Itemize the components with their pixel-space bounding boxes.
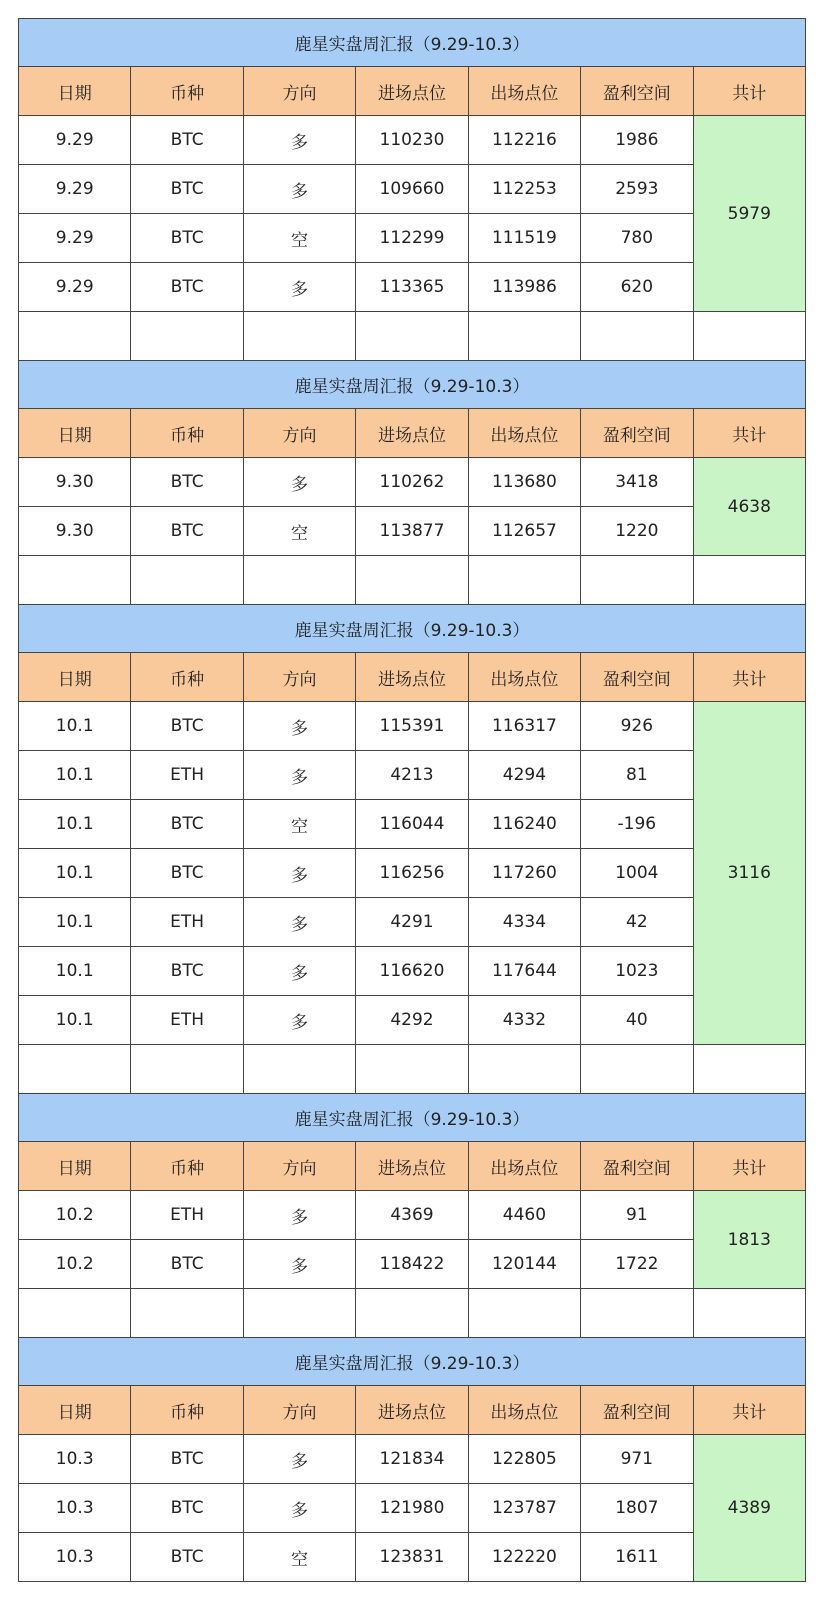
- cell-entry: 110230: [356, 116, 468, 165]
- table-row: [19, 849, 806, 898]
- report-section-table: [18, 360, 806, 605]
- empty-cell: [131, 1289, 243, 1338]
- empty-cell: [356, 556, 468, 605]
- table-row: [19, 898, 806, 947]
- cell-date: 9.29: [19, 263, 131, 312]
- column-header: 共计: [693, 409, 805, 458]
- cell-date: 10.1: [19, 898, 131, 947]
- column-header: 日期: [19, 67, 131, 116]
- cell-dir: 多: [243, 116, 355, 165]
- empty-cell: [693, 1045, 805, 1094]
- cell-dir: 空: [243, 214, 355, 263]
- cell-date: 10.2: [19, 1240, 131, 1289]
- table-row: [19, 1240, 806, 1289]
- cell-coin: BTC: [131, 1533, 243, 1582]
- cell-entry: 123831: [356, 1533, 468, 1582]
- cell-coin: BTC: [131, 165, 243, 214]
- section-title: 鹿星实盘周汇报（9.29-10.3）: [19, 361, 806, 409]
- cell-coin: BTC: [131, 507, 243, 556]
- column-header: 币种: [131, 409, 243, 458]
- table-row: [19, 507, 806, 556]
- column-header: 日期: [19, 1386, 131, 1435]
- blank-row: [19, 556, 806, 605]
- cell-coin: ETH: [131, 751, 243, 800]
- cell-profit: 1023: [581, 947, 693, 996]
- table-row: [19, 1533, 806, 1582]
- empty-cell: [693, 312, 805, 361]
- cell-dir: 空: [243, 800, 355, 849]
- cell-profit: 926: [581, 702, 693, 751]
- cell-date: 9.29: [19, 165, 131, 214]
- cell-dir: 多: [243, 849, 355, 898]
- cell-profit: -196: [581, 800, 693, 849]
- section-title-row: [19, 1338, 806, 1386]
- column-header: 出场点位: [468, 67, 580, 116]
- cell-entry: 4213: [356, 751, 468, 800]
- cell-profit: 1722: [581, 1240, 693, 1289]
- cell-entry: 112299: [356, 214, 468, 263]
- report-section-table: [18, 1337, 806, 1582]
- section-title-row: [19, 19, 806, 67]
- cell-entry: 110262: [356, 458, 468, 507]
- column-header: 币种: [131, 1386, 243, 1435]
- cell-entry: 113365: [356, 263, 468, 312]
- cell-coin: BTC: [131, 116, 243, 165]
- empty-cell: [131, 556, 243, 605]
- cell-dir: 多: [243, 702, 355, 751]
- cell-entry: 116620: [356, 947, 468, 996]
- weekly-report: [18, 18, 806, 1582]
- cell-exit: 113680: [468, 458, 580, 507]
- report-section-table: [18, 1093, 806, 1338]
- column-header: 出场点位: [468, 409, 580, 458]
- table-row: [19, 702, 806, 751]
- column-header: 日期: [19, 1142, 131, 1191]
- cell-entry: 116256: [356, 849, 468, 898]
- cell-profit: 780: [581, 214, 693, 263]
- column-header: 盈利空间: [581, 409, 693, 458]
- column-header: 方向: [243, 1142, 355, 1191]
- empty-cell: [581, 1045, 693, 1094]
- cell-date: 10.1: [19, 751, 131, 800]
- cell-exit: 117260: [468, 849, 580, 898]
- cell-exit: 113986: [468, 263, 580, 312]
- column-header: 方向: [243, 67, 355, 116]
- cell-date: 10.1: [19, 800, 131, 849]
- cell-exit: 120144: [468, 1240, 580, 1289]
- empty-cell: [243, 1289, 355, 1338]
- cell-entry: 121834: [356, 1435, 468, 1484]
- column-header: 盈利空间: [581, 653, 693, 702]
- cell-exit: 4460: [468, 1191, 580, 1240]
- column-header: 共计: [693, 1142, 805, 1191]
- table-row: [19, 263, 806, 312]
- cell-date: 10.3: [19, 1484, 131, 1533]
- section-total: 1813: [693, 1191, 805, 1289]
- empty-cell: [131, 312, 243, 361]
- empty-cell: [356, 312, 468, 361]
- section-total: 4389: [693, 1435, 805, 1582]
- cell-date: 10.1: [19, 996, 131, 1045]
- cell-coin: BTC: [131, 458, 243, 507]
- cell-coin: BTC: [131, 702, 243, 751]
- header-row: [19, 1142, 806, 1191]
- cell-entry: 4369: [356, 1191, 468, 1240]
- cell-profit: 971: [581, 1435, 693, 1484]
- cell-exit: 4294: [468, 751, 580, 800]
- cell-exit: 116240: [468, 800, 580, 849]
- cell-coin: BTC: [131, 263, 243, 312]
- cell-exit: 111519: [468, 214, 580, 263]
- cell-profit: 1220: [581, 507, 693, 556]
- section-title-row: [19, 605, 806, 653]
- blank-row: [19, 312, 806, 361]
- empty-cell: [243, 556, 355, 605]
- column-header: 日期: [19, 653, 131, 702]
- empty-cell: [468, 312, 580, 361]
- cell-entry: 116044: [356, 800, 468, 849]
- cell-coin: BTC: [131, 849, 243, 898]
- cell-date: 9.29: [19, 116, 131, 165]
- column-header: 共计: [693, 1386, 805, 1435]
- cell-dir: 多: [243, 165, 355, 214]
- table-row: [19, 116, 806, 165]
- cell-entry: 4292: [356, 996, 468, 1045]
- cell-exit: 123787: [468, 1484, 580, 1533]
- cell-dir: 多: [243, 458, 355, 507]
- table-row: [19, 751, 806, 800]
- cell-coin: BTC: [131, 1484, 243, 1533]
- cell-coin: ETH: [131, 996, 243, 1045]
- column-header: 进场点位: [356, 67, 468, 116]
- empty-cell: [19, 556, 131, 605]
- table-row: [19, 947, 806, 996]
- cell-profit: 40: [581, 996, 693, 1045]
- empty-cell: [356, 1289, 468, 1338]
- cell-profit: 42: [581, 898, 693, 947]
- empty-cell: [581, 312, 693, 361]
- section-title: 鹿星实盘周汇报（9.29-10.3）: [19, 605, 806, 653]
- cell-entry: 118422: [356, 1240, 468, 1289]
- cell-entry: 4291: [356, 898, 468, 947]
- column-header: 盈利空间: [581, 1142, 693, 1191]
- column-header: 出场点位: [468, 1142, 580, 1191]
- cell-coin: BTC: [131, 1240, 243, 1289]
- column-header: 盈利空间: [581, 1386, 693, 1435]
- cell-dir: 空: [243, 507, 355, 556]
- header-row: [19, 409, 806, 458]
- cell-coin: BTC: [131, 800, 243, 849]
- table-row: [19, 1435, 806, 1484]
- cell-profit: 3418: [581, 458, 693, 507]
- cell-dir: 多: [243, 751, 355, 800]
- empty-cell: [468, 556, 580, 605]
- cell-dir: 多: [243, 1435, 355, 1484]
- cell-date: 10.3: [19, 1435, 131, 1484]
- cell-dir: 多: [243, 947, 355, 996]
- cell-entry: 121980: [356, 1484, 468, 1533]
- cell-profit: 1807: [581, 1484, 693, 1533]
- empty-cell: [581, 1289, 693, 1338]
- cell-exit: 112216: [468, 116, 580, 165]
- cell-coin: BTC: [131, 1435, 243, 1484]
- table-row: [19, 1484, 806, 1533]
- column-header: 币种: [131, 67, 243, 116]
- cell-dir: 多: [243, 898, 355, 947]
- blank-row: [19, 1045, 806, 1094]
- table-row: [19, 1191, 806, 1240]
- cell-date: 10.1: [19, 849, 131, 898]
- table-row: [19, 800, 806, 849]
- cell-profit: 91: [581, 1191, 693, 1240]
- cell-dir: 多: [243, 1191, 355, 1240]
- header-row: [19, 653, 806, 702]
- cell-profit: 620: [581, 263, 693, 312]
- report-section-table: [18, 604, 806, 1094]
- section-title: 鹿星实盘周汇报（9.29-10.3）: [19, 1094, 806, 1142]
- empty-cell: [243, 1045, 355, 1094]
- empty-cell: [243, 312, 355, 361]
- cell-exit: 4334: [468, 898, 580, 947]
- column-header: 日期: [19, 409, 131, 458]
- cell-profit: 1611: [581, 1533, 693, 1582]
- column-header: 进场点位: [356, 1386, 468, 1435]
- section-title: 鹿星实盘周汇报（9.29-10.3）: [19, 1338, 806, 1386]
- column-header: 出场点位: [468, 1386, 580, 1435]
- cell-dir: 多: [243, 1240, 355, 1289]
- empty-cell: [19, 1289, 131, 1338]
- cell-date: 10.2: [19, 1191, 131, 1240]
- cell-coin: BTC: [131, 214, 243, 263]
- cell-date: 9.30: [19, 458, 131, 507]
- cell-dir: 多: [243, 996, 355, 1045]
- cell-entry: 113877: [356, 507, 468, 556]
- column-header: 共计: [693, 653, 805, 702]
- cell-date: 9.30: [19, 507, 131, 556]
- empty-cell: [19, 312, 131, 361]
- cell-exit: 122805: [468, 1435, 580, 1484]
- cell-profit: 1986: [581, 116, 693, 165]
- empty-cell: [581, 556, 693, 605]
- table-row: [19, 165, 806, 214]
- cell-dir: 多: [243, 1484, 355, 1533]
- section-title-row: [19, 1094, 806, 1142]
- cell-coin: BTC: [131, 947, 243, 996]
- header-row: [19, 1386, 806, 1435]
- column-header: 方向: [243, 1386, 355, 1435]
- section-title-row: [19, 361, 806, 409]
- table-row: [19, 996, 806, 1045]
- column-header: 盈利空间: [581, 67, 693, 116]
- cell-coin: ETH: [131, 1191, 243, 1240]
- cell-date: 10.1: [19, 947, 131, 996]
- column-header: 共计: [693, 67, 805, 116]
- cell-dir: 空: [243, 1533, 355, 1582]
- cell-entry: 109660: [356, 165, 468, 214]
- column-header: 币种: [131, 1142, 243, 1191]
- cell-exit: 112253: [468, 165, 580, 214]
- blank-row: [19, 1289, 806, 1338]
- empty-cell: [131, 1045, 243, 1094]
- column-header: 进场点位: [356, 1142, 468, 1191]
- empty-cell: [468, 1045, 580, 1094]
- section-total: 5979: [693, 116, 805, 312]
- section-total: 4638: [693, 458, 805, 556]
- cell-exit: 122220: [468, 1533, 580, 1582]
- cell-profit: 81: [581, 751, 693, 800]
- cell-date: 9.29: [19, 214, 131, 263]
- cell-dir: 多: [243, 263, 355, 312]
- report-section-table: [18, 18, 806, 361]
- column-header: 进场点位: [356, 653, 468, 702]
- table-row: [19, 458, 806, 507]
- cell-profit: 2593: [581, 165, 693, 214]
- empty-cell: [468, 1289, 580, 1338]
- cell-coin: ETH: [131, 898, 243, 947]
- cell-exit: 116317: [468, 702, 580, 751]
- cell-profit: 1004: [581, 849, 693, 898]
- column-header: 出场点位: [468, 653, 580, 702]
- empty-cell: [693, 1289, 805, 1338]
- cell-date: 10.3: [19, 1533, 131, 1582]
- empty-cell: [19, 1045, 131, 1094]
- section-title: 鹿星实盘周汇报（9.29-10.3）: [19, 19, 806, 67]
- column-header: 方向: [243, 409, 355, 458]
- empty-cell: [356, 1045, 468, 1094]
- cell-exit: 4332: [468, 996, 580, 1045]
- cell-exit: 117644: [468, 947, 580, 996]
- column-header: 币种: [131, 653, 243, 702]
- section-total: 3116: [693, 702, 805, 1045]
- cell-date: 10.1: [19, 702, 131, 751]
- column-header: 进场点位: [356, 409, 468, 458]
- header-row: [19, 67, 806, 116]
- column-header: 方向: [243, 653, 355, 702]
- table-row: [19, 214, 806, 263]
- cell-exit: 112657: [468, 507, 580, 556]
- empty-cell: [693, 556, 805, 605]
- cell-entry: 115391: [356, 702, 468, 751]
